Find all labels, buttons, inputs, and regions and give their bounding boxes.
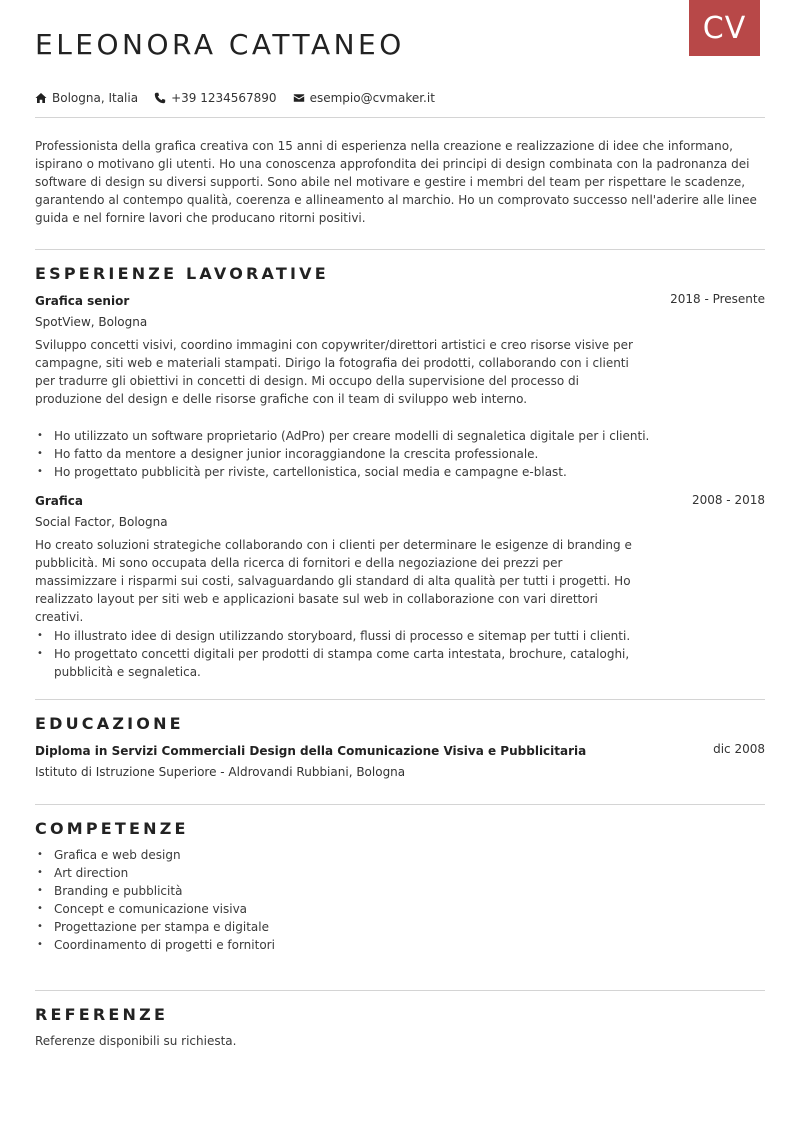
profile-summary: Professionista della grafica creativa con 15 anni di esperienza nella creazione e realizzazione di idee che informano, ispirano o motivano gli utenti. Ho una conoscenza approfondita dei principi di design combinata con la padronanza dei software di design su diversi supporti. Sono abile nel motivare e gestire i membri del team per rispettare le scadenze, garantendo al contempo qualità, coerenza e allineamento al marchio. Ho un comprovato successo nell'aderire alle linee guida e nel fornire lavori che producano ritorni positivi. bbox=[35, 139, 757, 225]
job-description: Ho creato soluzioni strategiche collaborando con i clienti per determinare le esigenze di branding e pubblicità. Mi sono occupata della ricerca di fornitori e della negoziazione dei prezzi per massimizzare i risparmi sui costi, salvaguardando gli standard di alta qualità per tutti i progetti. Ho realizzato layout per siti web e applicazioni basate sul web in collaborazione con vari direttori creativi. bbox=[35, 538, 632, 624]
divider bbox=[35, 990, 765, 991]
contact-phone bbox=[154, 91, 277, 105]
references-text: Referenze disponibili su richiesta. bbox=[35, 1034, 237, 1048]
job-date: 2008 - 2018 bbox=[691, 493, 765, 507]
list-item: • Ho progettato concetti digitali per prodotti di stampa come carta intestata, brochure, cataloghi, pubblicità e segnaletica. bbox=[35, 645, 655, 681]
location-text: Bologna, Italia bbox=[52, 91, 139, 105]
section-title-references: REFERENZE bbox=[35, 1005, 169, 1024]
job-date: 2018 - Presente bbox=[670, 292, 765, 306]
skill-item: • Grafica e web design bbox=[35, 846, 275, 864]
skill-item: • Concept e comunicazione visiva bbox=[35, 900, 275, 918]
skills-list bbox=[35, 846, 275, 954]
candidate-name: ELEONORA CATTANEO bbox=[35, 28, 405, 61]
home-icon bbox=[35, 92, 47, 104]
job-bullets bbox=[35, 627, 655, 681]
contact-bar bbox=[35, 90, 451, 106]
contact-location bbox=[35, 91, 138, 105]
section-title-experience: ESPERIENZE LAVORATIVE bbox=[35, 264, 329, 283]
cv-badge: CV bbox=[689, 0, 760, 56]
list-item: • Ho utilizzato un software proprietario (AdPro) per creare modelli di segnaletica digitale per i clienti. bbox=[35, 427, 649, 445]
job-title: Grafica senior bbox=[35, 294, 130, 308]
job-description: Sviluppo concetti visivi, coordino immagini con copywriter/direttori artistici e creo risorse visive per campagne, siti web e materiali stampati. Dirigo la fotografia dei prodotti, collaborando con i clienti per tradurre gli obiettivi in concetti di design. Mi occupo della supervisione del processo di produzione del design e delle risorse grafiche con il team di sviluppo web interno. bbox=[35, 338, 633, 406]
phone-icon bbox=[154, 92, 166, 104]
list-item: • Ho progettato pubblicità per riviste, cartellonistica, social media e campagne e-blast. bbox=[35, 463, 649, 481]
skill-item: • Progettazione per stampa e digitale bbox=[35, 918, 275, 936]
list-item: • Ho illustrato idee di design utilizzando storyboard, flussi di processo e sitemap per tutti i clienti. bbox=[35, 627, 655, 645]
section-title-education: EDUCAZIONE bbox=[35, 714, 184, 733]
job-company: Social Factor, Bologna bbox=[35, 515, 168, 529]
phone-text: +39 1234567890 bbox=[171, 91, 277, 105]
skill-item: • Coordinamento di progetti e fornitori bbox=[35, 936, 275, 954]
list-item: • Ho fatto da mentore a designer junior incoraggiandone la crescita professionale. bbox=[35, 445, 649, 463]
education-date: dic 2008 bbox=[713, 742, 765, 756]
divider bbox=[35, 117, 765, 118]
divider bbox=[35, 699, 765, 700]
section-title-skills: COMPETENZE bbox=[35, 819, 189, 838]
mail-icon bbox=[293, 92, 305, 104]
job-bullets bbox=[35, 427, 649, 481]
skill-item: • Art direction bbox=[35, 864, 275, 882]
divider bbox=[35, 249, 765, 250]
school-name: Istituto di Istruzione Superiore - Aldrovandi Rubbiani, Bologna bbox=[35, 765, 406, 779]
skill-item: • Branding e pubblicità bbox=[35, 882, 275, 900]
degree-title: Diploma in Servizi Commerciali Design della Comunicazione Visiva e Pubblicitaria bbox=[35, 744, 587, 758]
contact-email bbox=[293, 91, 435, 105]
divider bbox=[35, 804, 765, 805]
email-text: esempio@cvmaker.it bbox=[309, 91, 435, 105]
job-title: Grafica bbox=[35, 494, 83, 508]
job-company: SpotView, Bologna bbox=[35, 315, 148, 329]
